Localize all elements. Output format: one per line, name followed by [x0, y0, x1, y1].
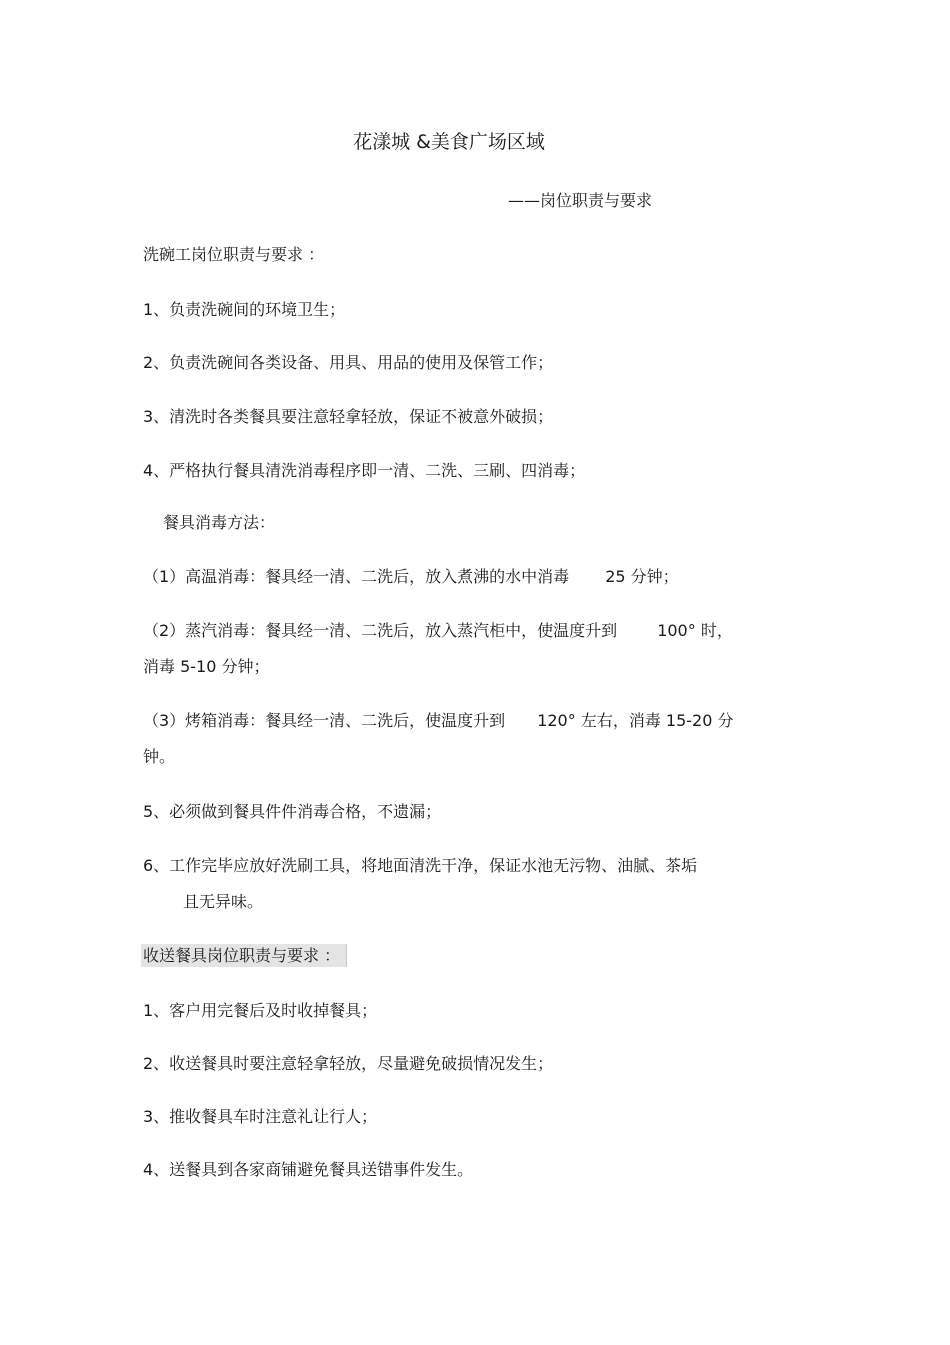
- list-item: 4、送餐具到各家商铺避免餐具送错事件发生。: [143, 1160, 474, 1179]
- page-title: 花漾城 &美食广场区域: [353, 131, 545, 153]
- method-2-temp: 100° 时，: [657, 621, 733, 640]
- list-item: 5、必须做到餐具件件消毒合格，不遗漏；: [143, 802, 442, 821]
- method-3-temp: 120° 左右，消毒 15-20 分: [537, 711, 734, 730]
- page-subtitle: ——岗位职责与要求: [508, 191, 653, 210]
- method-item-3: [143, 711, 733, 731]
- method-heading: 餐具消毒方法：: [163, 513, 276, 532]
- section-heading-collector: [143, 946, 347, 966]
- method-3-text: （3）烤箱消毒：餐具经一清、二洗后，使温度升到: [143, 711, 506, 730]
- list-item: 2、收送餐具时要注意轻拿轻放，尽量避免破损情况发生；: [143, 1054, 554, 1073]
- list-item: 6、工作完毕应放好洗刷工具，将地面清洗干净，保证水池无污物、油腻、茶垢: [143, 856, 698, 875]
- method-2-text: （2）蒸汽消毒：餐具经一清、二洗后，放入蒸汽柜中，使温度升到: [143, 621, 618, 640]
- list-item: 3、清洗时各类餐具要注意轻拿轻放，保证不被意外破损；: [143, 407, 554, 426]
- method-item-2-cont: 消毒 5-10 分钟；: [143, 657, 270, 676]
- list-item: 1、负责洗碗间的环境卫生；: [143, 300, 346, 319]
- method-item-1: [143, 567, 679, 587]
- method-item-2: [143, 621, 733, 641]
- section-heading-dishwasher: 洗碗工岗位职责与要求 ：: [143, 245, 325, 264]
- list-item: 2、负责洗碗间各类设备、用具、用品的使用及保管工作；: [143, 353, 554, 372]
- list-item-cont: 且无异味。: [183, 892, 264, 911]
- method-item-3-cont: 钟。: [143, 747, 176, 766]
- highlighted-heading: 收送餐具岗位职责与要求 ：: [141, 944, 347, 967]
- list-item: 4、严格执行餐具清洗消毒程序即一清、二洗、三刷、四消毒；: [143, 461, 586, 480]
- list-item: 1、客户用完餐后及时收掉餐具；: [143, 1001, 378, 1020]
- method-1-duration: 25 分钟；: [605, 567, 679, 586]
- method-1-text: （1）高温消毒：餐具经一清、二洗后，放入煮沸的水中消毒: [143, 567, 570, 586]
- list-item: 3、推收餐具车时注意礼让行人；: [143, 1107, 378, 1126]
